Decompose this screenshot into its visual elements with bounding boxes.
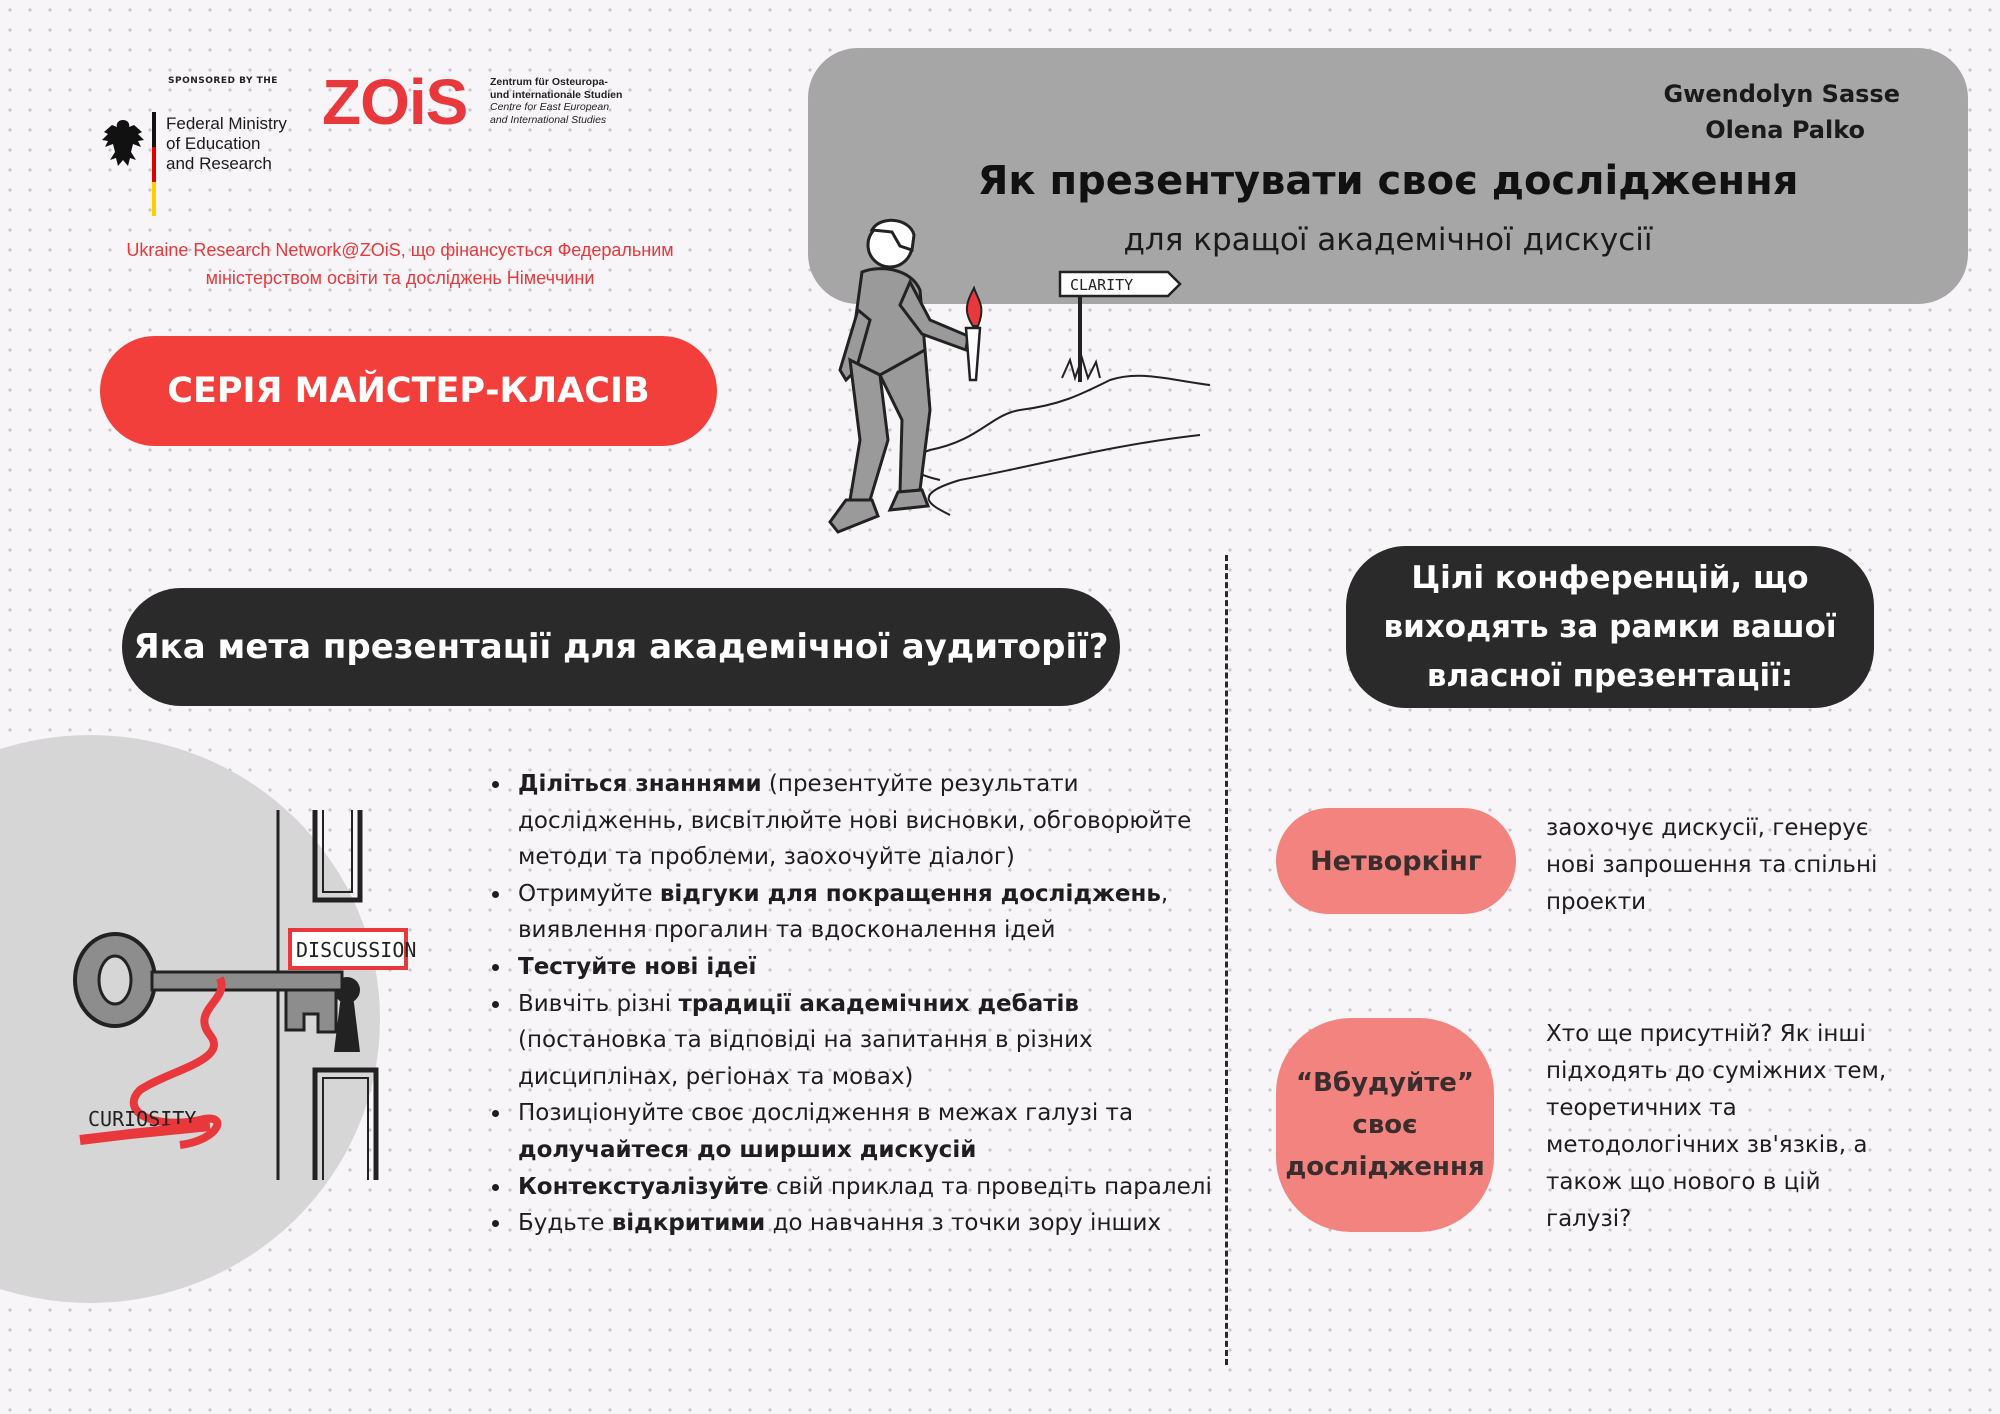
list-item: • Контекстуалізуйте свій приклад та проведіть паралелі xyxy=(512,1169,1212,1206)
embed-research-badge: “Вбудуйте” своє дослідження xyxy=(1276,1018,1494,1232)
networking-badge: Нетворкінг xyxy=(1276,808,1516,914)
sponsored-by-label: SPONSORED BY THE xyxy=(168,76,278,86)
clarity-sign-label: CLARITY xyxy=(1070,276,1134,294)
list-item: • Діліться знаннями (презентуйте результати дослідженнь, висвітлюйте нові висновки, обговорюйте методи та проблеми, заохочуйте діалог) xyxy=(512,766,1212,876)
federal-eagle-icon xyxy=(100,116,146,170)
page-subtitle: для кращої академічної дискусії xyxy=(1123,222,1653,258)
person-with-torch-illustration xyxy=(780,210,1220,560)
list-item: • Будьте відкритими до навчання з точки зору інших xyxy=(512,1205,1212,1242)
list-item: • Отримуйте відгуки для покращення досліджень, виявлення прогалин та вдосконалення ідей xyxy=(512,876,1212,949)
list-item: • Тестуйте нові ідеї xyxy=(512,949,1212,986)
author-name: Olena Palko xyxy=(1705,116,1865,144)
page-title: Як презентувати своє дослідження xyxy=(977,158,1799,204)
zois-logo: ZOiS xyxy=(322,66,468,138)
purpose-bullet-list xyxy=(480,766,1212,1242)
purpose-question-heading: Яка мета презентації для академічної аудиторії? xyxy=(122,588,1120,706)
key-and-door-illustration xyxy=(60,800,430,1180)
discussion-sign-label: DISCUSSION xyxy=(296,938,417,962)
german-flag-stripe xyxy=(152,112,156,216)
ministry-name: Federal Ministry of Education and Research xyxy=(166,114,287,173)
curiosity-label: CURIOSITY xyxy=(88,1107,197,1131)
embed-research-description: Хто ще присутній? Як інші підходять до суміжних тем, теоретичних та методологічних зв'язків, а також що нового в цій галузі? xyxy=(1546,1021,1887,1232)
list-item: • Вивчіть різні традиції академічних дебатів (постановка та відповіді на запитання в різних дисциплінах, регіонах та мовах) xyxy=(512,986,1212,1096)
zois-full-name: Zentrum für Osteuropa- und internationale Studien Centre for East European and International Studies xyxy=(490,76,623,126)
conference-goals-heading: Цілі конференцій, що виходять за рамки вашої власної презентації: xyxy=(1346,546,1874,708)
author-name: Gwendolyn Sasse xyxy=(1663,80,1900,108)
section-divider xyxy=(1225,555,1228,1365)
series-badge: СЕРІЯ МАЙСТЕР-КЛАСІВ xyxy=(100,336,717,446)
network-funding-note: Ukraine Research Network@ZOiS, що фінансується Федеральним міністерством освіти та досліджень Німеччини xyxy=(126,240,674,288)
networking-description: заохочує дискусії, генерує нові запрошення та спільні проекти xyxy=(1546,815,1878,915)
list-item: • Позиціонуйте своє дослідження в межах галузі та долучайтеся до ширших дискусій xyxy=(512,1095,1212,1168)
